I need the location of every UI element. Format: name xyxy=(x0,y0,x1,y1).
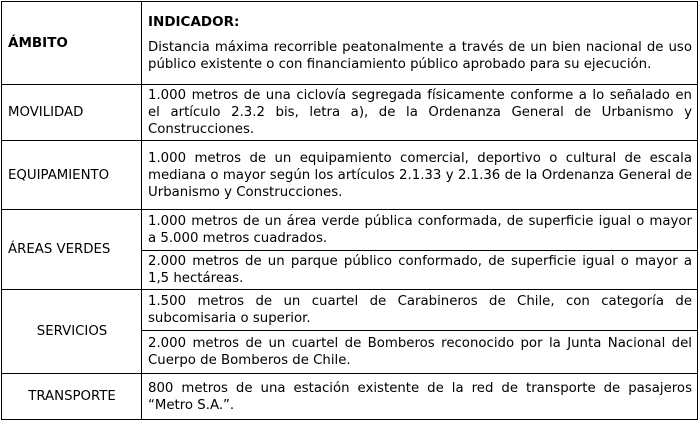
indicator-cell: 800 metros de una estación existente de la red de transporte de pasajeros “Metro S.A.”. xyxy=(142,374,698,420)
ambito-cell: EQUIPAMIENTO xyxy=(2,141,142,210)
table-header-row xyxy=(2,2,698,85)
ambito-cell: MOVILIDAD xyxy=(2,85,142,141)
ambito-header-cell xyxy=(2,2,142,85)
indicador-header-cell xyxy=(142,2,698,85)
ambito-cell: ÁREAS VERDES xyxy=(2,210,142,290)
indicador-description: Distancia máxima recorrible peatonalmente a través de un bien nacional de uso público existente o con financiamiento público aprobado para su ejecución. xyxy=(148,39,692,72)
indicator-cell: 2.000 metros de un parque público conformado, de superficie igual o mayor a 1,5 hectáreas. xyxy=(142,251,698,290)
indicador-header-label: INDICADOR: xyxy=(148,13,240,30)
table-row xyxy=(2,85,698,141)
indicator-table xyxy=(1,1,698,420)
table-row xyxy=(2,374,698,420)
indicator-cell: 1.500 metros de un cuartel de Carabineros de Chile, con categoría de subcomisaria o superior. xyxy=(142,290,698,331)
ambito-header-label: ÁMBITO xyxy=(8,34,68,51)
indicator-cell: 1.000 metros de un área verde pública conformada, de superficie igual o mayor a 5.000 metros cuadrados. xyxy=(142,210,698,251)
table-row xyxy=(2,290,698,331)
table-row xyxy=(2,141,698,210)
indicator-cell: 2.000 metros de un cuartel de Bomberos reconocido por la Junta Nacional del Cuerpo de Bomberos de Chile. xyxy=(142,331,698,374)
ambito-cell: TRANSPORTE xyxy=(2,374,142,420)
indicator-cell: 1.000 metros de una ciclovía segregada físicamente conforme a lo señalado en el artículo 2.3.2 bis, letra a), de la Ordenanza General de Urbanismo y Construcciones. xyxy=(142,85,698,141)
indicator-cell: 1.000 metros de un equipamiento comercial, deportivo o cultural de escala mediana o mayor según los artículos 2.1.33 y 2.1.36 de la Ordenanza General de Urbanismo y Construcciones. xyxy=(142,141,698,210)
table-row xyxy=(2,210,698,251)
ambito-cell: SERVICIOS xyxy=(2,290,142,374)
